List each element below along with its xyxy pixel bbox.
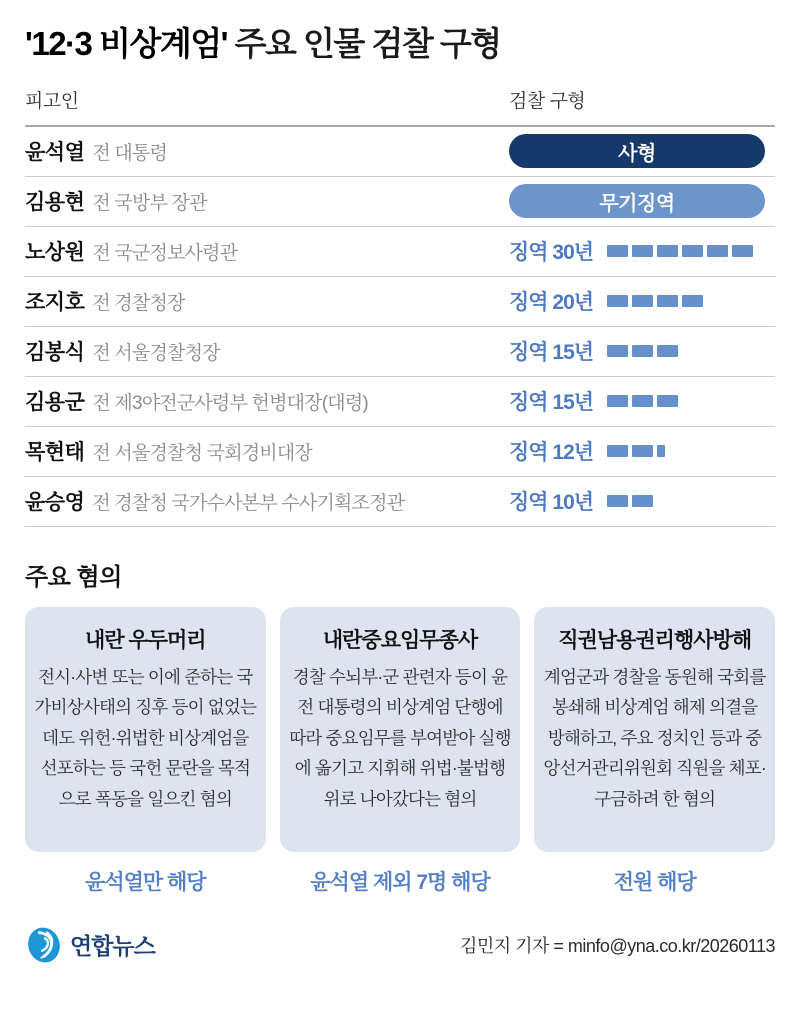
page-title-emphasis: '12·3 비상계엄' bbox=[25, 25, 227, 62]
charge-column bbox=[280, 607, 521, 896]
reporter-credit: 김민지 기자 = minfo@yna.co.kr/20260113 bbox=[459, 935, 775, 956]
defendant-position: 전 서울경찰청 국회경비대장 bbox=[92, 443, 312, 465]
charges-row bbox=[25, 607, 775, 896]
sentence-label: 징역 20년 bbox=[509, 291, 594, 315]
page-title-rest: 주요 인물 검찰 구형 bbox=[226, 25, 501, 62]
table-row bbox=[25, 177, 775, 227]
sentence-table bbox=[25, 127, 775, 527]
sentence-label: 징역 12년 bbox=[509, 441, 594, 465]
defendant-name: 노상원 bbox=[25, 241, 85, 265]
sentence-bars bbox=[607, 295, 703, 307]
sentence-bars bbox=[607, 245, 753, 257]
sentence-bars bbox=[607, 395, 678, 407]
charge-card bbox=[25, 607, 266, 852]
charge-title: 내란 우두머리 bbox=[85, 628, 206, 652]
charge-applies-label: 전원 해당 bbox=[613, 870, 696, 894]
sentence-label: 징역 30년 bbox=[509, 241, 594, 265]
sentence-label: 징역 10년 bbox=[509, 491, 594, 515]
sentence-pill-death: 사형 bbox=[509, 134, 765, 168]
yonhap-logo bbox=[25, 926, 155, 964]
charge-title: 내란중요임무종사 bbox=[322, 628, 478, 652]
defendant-position: 전 국방부 장관 bbox=[92, 193, 207, 215]
charge-title: 직권남용권리행사방해 bbox=[558, 628, 752, 652]
charge-column bbox=[534, 607, 775, 896]
charge-applies-label: 윤석열만 해당 bbox=[85, 870, 206, 894]
defendant-name: 윤석열 bbox=[25, 141, 85, 165]
table-row bbox=[25, 327, 775, 377]
charge-card bbox=[534, 607, 775, 852]
defendant-position: 전 경찰청 국가수사본부 수사기획조정관 bbox=[92, 493, 405, 515]
charge-card bbox=[280, 607, 521, 852]
sentence-bars bbox=[607, 495, 653, 507]
sentence-label: 징역 15년 bbox=[509, 391, 594, 415]
page-title bbox=[25, 0, 775, 64]
defendant-name: 윤승영 bbox=[25, 491, 85, 515]
sentence-bars bbox=[607, 445, 665, 457]
sentence-bars bbox=[607, 345, 678, 357]
defendant-position: 전 경찰청장 bbox=[92, 293, 185, 315]
defendant-position: 전 대통령 bbox=[92, 143, 168, 165]
defendant-position: 전 국군정보사령관 bbox=[92, 243, 238, 265]
defendant-position: 전 제3야전군사령부 헌병대장(대령) bbox=[92, 393, 368, 415]
table-column-headers bbox=[25, 86, 775, 127]
table-row bbox=[25, 427, 775, 477]
defendant-name: 목현태 bbox=[25, 441, 85, 465]
charge-applies-label: 윤석열 제외 7명 해당 bbox=[310, 870, 490, 894]
footer bbox=[25, 926, 775, 964]
defendant-position: 전 서울경찰청장 bbox=[92, 343, 220, 365]
sentence-pill-life: 무기징역 bbox=[509, 184, 765, 218]
yonhap-logo-icon bbox=[25, 926, 63, 964]
charge-description: 계엄군과 경찰을 동원해 국회를 봉쇄해 비상계엄 해제 의결을 방해하고, 주요 정치인 등과 중앙선거관리위원회 직원을 체포·구금하려 한 혐의 bbox=[543, 666, 766, 810]
yonhap-logo-text: 연합뉴스 bbox=[70, 933, 155, 960]
table-row bbox=[25, 227, 775, 277]
sentence-label: 징역 15년 bbox=[509, 341, 594, 365]
table-row bbox=[25, 277, 775, 327]
defendant-name: 김용군 bbox=[25, 391, 85, 415]
column-header-defendant: 피고인 bbox=[25, 90, 79, 112]
column-header-sentence: 검찰 구형 bbox=[509, 90, 586, 112]
charge-column bbox=[25, 607, 266, 896]
defendant-name: 김봉식 bbox=[25, 341, 85, 365]
table-row bbox=[25, 377, 775, 427]
defendant-name: 김용현 bbox=[25, 191, 85, 215]
table-row bbox=[25, 477, 775, 527]
table-row bbox=[25, 127, 775, 177]
defendant-name: 조지호 bbox=[25, 291, 85, 315]
charges-section-heading: 주요 혐의 bbox=[25, 563, 122, 591]
charge-description: 전시·사변 또는 이에 준하는 국가비상사태의 징후 등이 없었는데도 위헌·위법한 비상계엄을 선포하는 등 국헌 문란을 목적으로 폭동을 일으킨 혐의 bbox=[34, 666, 257, 810]
charge-description: 경찰 수뇌부·군 관련자 등이 윤 전 대통령의 비상계엄 단행에 따라 중요임무를 부여받아 실행에 옮기고 지휘해 위법·불법행위로 나아갔다는 혐의 bbox=[289, 666, 511, 810]
